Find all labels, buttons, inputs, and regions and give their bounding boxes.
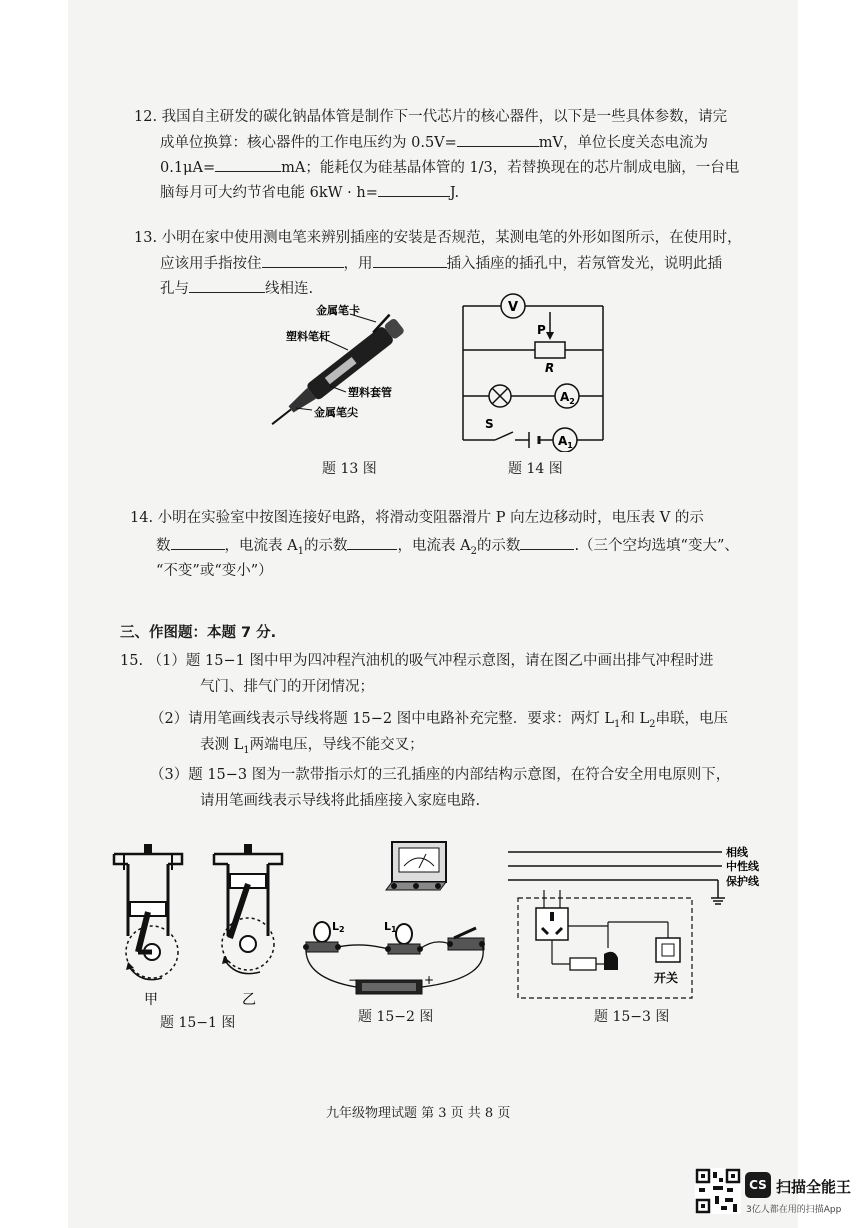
q12-text-4b: J. xyxy=(449,185,460,201)
engine-jia-label: 甲 xyxy=(144,992,158,1008)
page-footer: 九年级物理试题 第 3 页 共 8 页 xyxy=(326,1106,511,1121)
voltmeter xyxy=(386,842,446,890)
resistor xyxy=(570,958,596,970)
neutral-label: 中性线 xyxy=(726,860,759,873)
switch-label: 开关 xyxy=(654,971,679,985)
q12-line1 xyxy=(134,106,727,128)
q15-text-p1-2: 气门、排气门的开闭情况； xyxy=(200,679,374,695)
fig15-1-caption: 题 15−1 图 xyxy=(160,1015,236,1031)
q13-number: 13. xyxy=(134,230,158,246)
app-slogan: 3亿人都在用的扫描App xyxy=(746,1205,842,1215)
q15-text-p2-1b: 和 L xyxy=(620,711,650,727)
q12-text-2b: mV，单位长度关态电流为 xyxy=(538,135,709,151)
fig15-3-socket xyxy=(508,840,778,1005)
q13-text-2b: ，用 xyxy=(343,256,373,272)
q13-line1 xyxy=(134,227,742,249)
q14-text-2b: ，电流表 A xyxy=(224,538,298,554)
indicator-lamp xyxy=(604,952,618,970)
q14-text-3: “不变”或“变小”） xyxy=(156,563,273,579)
wire-l2-l1 xyxy=(338,945,388,949)
fig13-test-pen xyxy=(268,300,448,435)
q14-line3 xyxy=(156,560,273,582)
battery-plus: + xyxy=(424,973,435,987)
wire-l1-switch xyxy=(420,942,450,949)
q14-blank-2[interactable] xyxy=(347,534,397,550)
q12-line3 xyxy=(160,156,739,179)
q14-text-2a: 数 xyxy=(156,538,171,554)
voltmeter-label: V xyxy=(508,300,519,315)
q13-blank-1[interactable] xyxy=(262,252,344,268)
label-metal-clip: 金属笔卡 xyxy=(316,304,360,317)
fig14-caption: 题 14 图 xyxy=(508,461,563,477)
fig15-1-engines xyxy=(108,840,298,1010)
slider-label: P xyxy=(537,323,546,337)
q13-blank-3[interactable] xyxy=(189,277,265,293)
label-metal-tip: 金属笔尖 xyxy=(314,406,358,419)
q12-text-4a: 脑每月可大约节省电能 6kW · h= xyxy=(160,185,378,201)
q12-text-3b: mA；能耗仅为硅基晶体管的 1/3，若替换现在的芯片制成电脑，一台电 xyxy=(281,160,740,176)
q15-number: 15. xyxy=(120,653,144,669)
q13-text-2a: 应该用手指按住 xyxy=(160,256,262,272)
ground-label: 保护线 xyxy=(726,875,759,888)
q12-line2 xyxy=(160,131,708,154)
q15-sub-l2: 2 xyxy=(649,718,656,730)
q14-line1 xyxy=(130,507,704,529)
q12-text-2a: 成单位换算：核心器件的工作电压约为 0.5V= xyxy=(160,135,457,151)
q15-p1-line1 xyxy=(120,650,713,672)
fig14-circuit xyxy=(455,292,615,452)
lamp-l2-label: L2 xyxy=(332,920,345,934)
q13-text-3b: 线相连. xyxy=(265,281,314,297)
q14-text-2c: 的示数 xyxy=(303,538,348,554)
q15-text-p2-2b: 两端电压，导线不能交叉； xyxy=(249,737,424,753)
q12-blank-3[interactable] xyxy=(378,181,450,197)
rheostat-label: R xyxy=(545,361,555,375)
switch xyxy=(447,928,485,950)
rheostat-r xyxy=(535,342,565,358)
q14-sub-1: 1 xyxy=(297,545,304,557)
q13-blank-2[interactable] xyxy=(373,252,447,268)
qr-code xyxy=(695,1168,741,1214)
q15-text-p1-1: （1）题 15−1 图中甲为四冲程汽油机的吸气冲程示意图，请在图乙中画出排气冲程时进 xyxy=(147,653,714,669)
q14-line2 xyxy=(156,534,739,563)
pen-tip xyxy=(272,409,291,424)
ammeter-a1-label: $A_1$ xyxy=(558,434,573,450)
q14-text-2e: 的示数 xyxy=(476,538,521,554)
app-name: 扫描全能王 xyxy=(776,1178,852,1196)
ammeter-a2-label: $A_2$ xyxy=(560,390,575,406)
fig15-2-caption: 题 15−2 图 xyxy=(358,1009,434,1025)
q13-line3 xyxy=(160,277,313,300)
q12-blank-2[interactable] xyxy=(215,156,281,172)
fig15-2-components xyxy=(300,838,500,1003)
q15-p2-line1 xyxy=(150,708,728,736)
q14-number: 14. xyxy=(130,510,154,526)
q13-text-3a: 孔与 xyxy=(160,281,189,297)
q13-text-2c: 插入插座的插孔中，若氖管发光，说明此插 xyxy=(446,256,722,272)
q13-line2 xyxy=(160,252,722,275)
switch-s xyxy=(495,432,513,440)
q15-p1-line2 xyxy=(200,676,374,698)
q15-text-p3-1: （3）题 15−3 图为一款带指示灯的三孔插座的内部结构示意图，在符合安全用电原则下， xyxy=(150,767,731,783)
q12-number: 12. xyxy=(134,109,158,125)
q13-text-1: 小明在家中使用测电笔来辨别插座的安装是否规范，某测电笔的外形如图所示，在使用时， xyxy=(161,230,742,246)
q15-p2-line2 xyxy=(200,734,424,762)
section3-title: 三、作图题：本题 7 分. xyxy=(120,625,277,641)
switch-label: S xyxy=(485,417,494,431)
q14-blank-3[interactable] xyxy=(520,534,574,550)
q15-text-p2-2a: 表测 L xyxy=(200,737,244,753)
slider-p xyxy=(546,332,554,340)
engine-yi-label: 乙 xyxy=(242,992,256,1008)
cs-logo-text: CS xyxy=(749,1178,767,1192)
q15-text-p3-2: 请用笔画线表示导线将此插座接入家庭电路. xyxy=(200,793,481,809)
q14-blank-1[interactable] xyxy=(171,534,225,550)
q15-p3-line1 xyxy=(150,764,730,786)
q15-text-p2-1a: （2）请用笔画线表示导线将题 15−2 图中电路补充完整．要求：两灯 L xyxy=(150,711,615,727)
fig13-caption: 题 13 图 xyxy=(322,461,377,477)
lamp-l1-label: L1 xyxy=(384,920,397,934)
engine-jia xyxy=(114,844,182,980)
label-plastic-body: 塑料笔杆 xyxy=(286,330,330,343)
q15-sub-l1b: 1 xyxy=(243,744,250,756)
q12-text-1: 我国自主研发的碳化钠晶体管是制作下一代芯片的核心器件，以下是一些具体参数，请完 xyxy=(161,109,728,125)
q15-p3-line2 xyxy=(200,790,480,812)
q12-line4 xyxy=(160,181,459,204)
q14-text-1: 小明在实验室中按图连接好电路，将滑动变阻器滑片 P 向左边移动时，电压表 V 的示 xyxy=(157,510,704,526)
battery-pack xyxy=(356,980,422,994)
battery-minus: − xyxy=(348,973,359,987)
q15-sub-l1: 1 xyxy=(614,718,621,730)
engine-yi xyxy=(214,844,282,974)
label-plastic-sleeve: 塑料套管 xyxy=(348,386,392,399)
q14-text-2f: .（三个空均选填“变大”、 xyxy=(574,538,739,554)
q15-text-p2-1c: 串联，电压 xyxy=(655,711,729,727)
q14-text-2d: ，电流表 A xyxy=(397,538,471,554)
live-label: 相线 xyxy=(726,846,748,859)
cs-logo xyxy=(745,1172,771,1198)
q12-text-3a: 0.1μA= xyxy=(160,160,216,176)
q14-sub-2: 2 xyxy=(470,545,477,557)
fig15-3-caption: 题 15−3 图 xyxy=(594,1009,670,1025)
q12-blank-1[interactable] xyxy=(457,131,539,147)
